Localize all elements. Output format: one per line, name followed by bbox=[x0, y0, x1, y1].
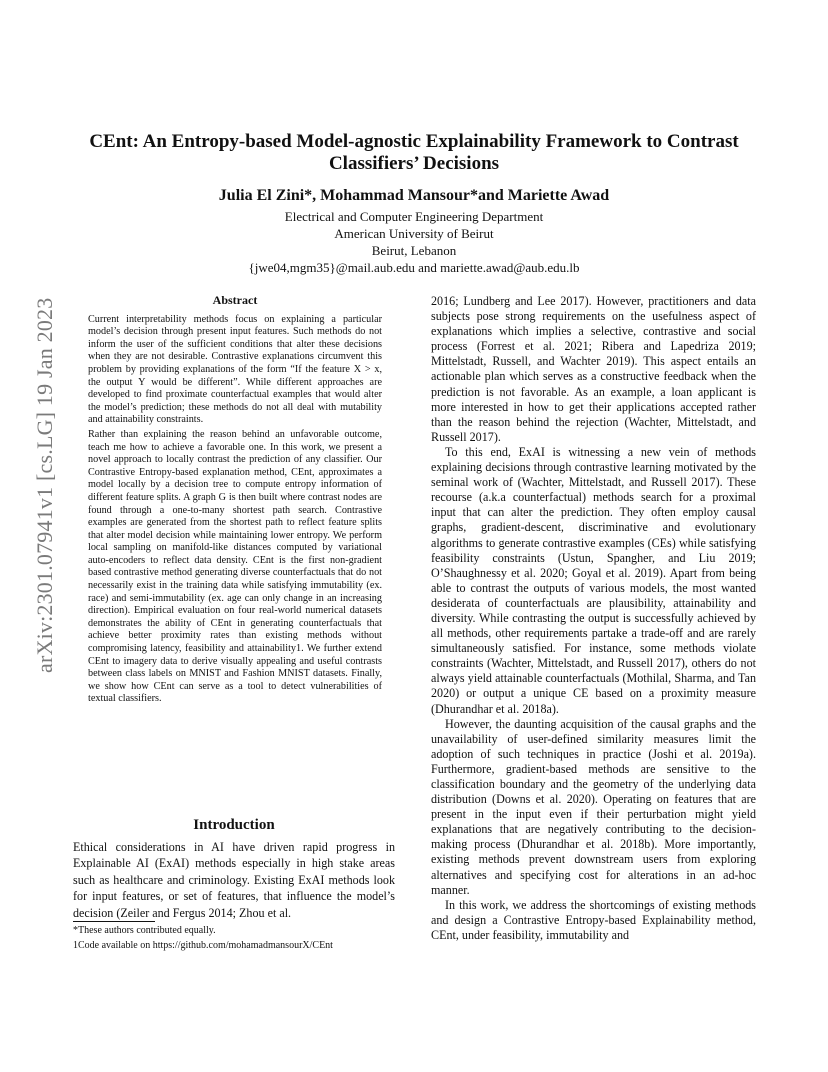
footnote-equal-contribution: *These authors contributed equally. bbox=[73, 925, 216, 936]
affiliation-line: Electrical and Computer Engineering Department bbox=[284, 209, 544, 224]
footnote-rule bbox=[73, 921, 155, 922]
arxiv-id: arXiv:2301.07941v1 [cs.LG] 19 Jan 2023 bbox=[32, 297, 57, 673]
affiliation-emails: {jwe04,mgm35}@mail.aub.edu and mariette.awad@aub.edu.lb bbox=[248, 260, 580, 275]
paper-authors: Julia El Zini*, Mohammad Mansour*and Mariette Awad bbox=[218, 187, 610, 204]
body-paragraph: In this work, we address the shortcomings of existing methods and design a Contrastive Entropy-based Explainability method, CEnt, under feasibility, immutability and bbox=[431, 897, 756, 942]
paper-title: CEnt: An Entropy-based Model-agnostic Explainability Framework to Contrast Classifiers’ Decisions bbox=[89, 131, 739, 174]
affiliation-block bbox=[60, 208, 768, 276]
affiliation-line: American University of Beirut bbox=[334, 226, 494, 241]
footnote-code-link: 1Code available on https://github.com/mohamadmansourX/CEnt bbox=[73, 940, 333, 951]
abstract-paragraph: Current interpretability methods focus on explaining a particular model’s decision through present input features. Such methods do not inform the user of the sufficient conditions that alter these decisions when they are not desirable. Contrastive explanations circumvent this problem by providing explanations of the form “If the feature X > x, the output Y would be different”. While different approaches are developed to find proximate counterfactual examples that would alter the model’s prediction; these methods do not all deal with mutability and attainability constraints. bbox=[88, 313, 382, 426]
introduction-paragraph: Ethical considerations in AI have driven rapid progress in Explainable AI (ExAI) methods especially in high stake areas such as healthcare and criminology. Existing ExAI methods look for input features, or set of features, that influence the model’s decision (Zeiler and Fergus 2014; Zhou et al. bbox=[73, 840, 395, 920]
abstract-section bbox=[88, 294, 382, 708]
introduction-heading: Introduction bbox=[193, 817, 275, 833]
body-paragraph: 2016; Lundberg and Lee 2017). However, practitioners and data subjects pose strong requirements on the usefulness aspect of explanations which implies a selective, contrastive and social process (Forrest et al. 2021; Ribera and Lapedriza 2019; Mittelstadt, Russell, and Wachter 2019). This aspect entails an actionable plan which serves as a constructive feedback when the prediction is not favorable. As an example, a loan applicant is more interested in how to get their applications accepted rather than the reason behind the rejection (Wachter, Mittelstadt, and Russell 2017). bbox=[431, 294, 756, 444]
body-paragraph: To this end, ExAI is witnessing a new vein of methods explaining decisions through contrastive learning motivated by the seminal work of (Wachter, Mittelstadt, and Russell 2017). These recourse (a.k.a counterfactual) methods search for a proximal input that can alter the prediction. They often employ causal graphs, gradient-descent, discriminative and evolutionary algorithms to generate contrastive examples (CEs) while satisfying feasibility constraints (Ustun, Spangher, and Liu 2019; O’Shaughnessy et al. 2020; Goyal et al. 2019). Apart from being able to contrast the outputs of various models, the most wanted desiderata of counterfactuals are plausibility, attainability and diversity. While contrasting the output is successfully achieved by all methods, other requirements partake a trade-off and are rarely simultaneously satisfied. For instance, some methods violate constraints (Wachter, Mittelstadt, and Russell 2017), others do not always yield attainable counterfactuals (Mothilal, Sharma, and Tan 2020) or output a unique CE based on a proximity measure (Dhurandhar et al. 2018a). bbox=[431, 444, 756, 716]
affiliation-line: Beirut, Lebanon bbox=[371, 243, 457, 258]
abstract-heading: Abstract bbox=[212, 293, 258, 307]
introduction-body bbox=[73, 839, 395, 921]
abstract-paragraph: Rather than explaining the reason behind an unfavorable outcome, teach me how to achieve a favorable one. In this work, we present a novel approach to locally contrast the prediction of any classifier. Our Contrastive Entropy-based explanation method, CEnt, approximates a model locally by a decision tree to compute entropy information of different feature splits. A graph G is then built where contrast nodes are found through a one-to-many shortest path search. Contrastive examples are generated from the shortest path to reflect feature splits that alter model decision while maintaining lower entropy. We perform local sampling on manifold-like distances computed by variational auto-encoders to reflect data density. CEnt is the first non-gradient based contrastive method generating diverse counterfactuals that do not necessarily exist in the training data while satisfying immutability (ex. race) and semi-immutability (ex. age can only change in an increasing direction). Empirical evaluation on four real-world numerical datasets demonstrates the ability of CEnt in generating counterfactuals that achieve better proximity rates than existing methods without compromising latency, feasibility and attainability1. We further extend CEnt to imagery data to derive visually appealing and useful contrasts between class labels on MNIST and Fashion MNIST datasets. Finally, we show how CEnt can serve as a tool to detect vulnerabilities of textual classifiers. bbox=[88, 428, 382, 705]
body-paragraph: However, the daunting acquisition of the causal graphs and the unavailability of user-defined similarity measures limit the adoption of such techniques in practice (Joshi et al. 2019a). Furthermore, gradient-based methods are sensitive to the classification boundary and the geometry of the underlying data distribution (Downs et al. 2020). Operating on features that are present in the input even if their perturbation might yield explanations that are negatively contributing to the decision-making process (Dhurandhar et al. 2018b). More importantly, existing methods prevent downstream users from exploring alternatives and specifying cost for alterations in an ad-hoc manner. bbox=[431, 716, 756, 897]
right-column bbox=[431, 294, 756, 943]
